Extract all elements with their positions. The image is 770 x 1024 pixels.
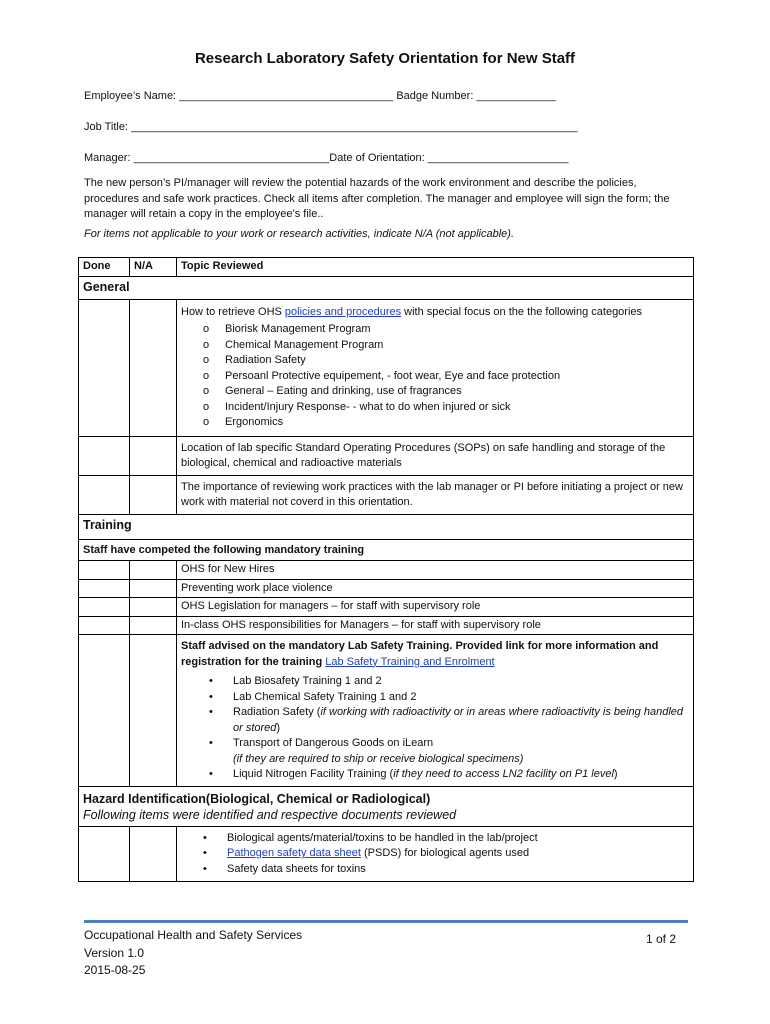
item-italic: (if they are required to ship or receive biological specimens) [233, 752, 524, 765]
topic-cell: In-class OHS responsibilities for Managers – for staff with supervisory role [177, 616, 694, 635]
table-row [79, 561, 694, 580]
job-title-field[interactable]: Job Title: _________________________________________________________________________ [84, 121, 578, 133]
section-training-title: Training [79, 514, 694, 539]
list-item: • Lab Biosafety Training 1 and 2 [207, 674, 689, 690]
na-checkbox-cell[interactable] [130, 475, 177, 514]
footer-info [84, 927, 302, 980]
topic-cell: OHS for New Hires [177, 561, 694, 580]
section-hazard-title: Hazard Identification(Biological, Chemical or Radiological) [83, 791, 431, 806]
training-subtitle: Staff have competed the following mandatory training [79, 539, 694, 561]
list-item [207, 736, 689, 767]
list-item: • Safety data sheets for toxins [201, 862, 689, 878]
done-checkbox-cell[interactable] [79, 299, 130, 436]
item-text: ) [276, 721, 281, 734]
table-row [79, 616, 694, 635]
header-topic: Topic Reviewed [177, 258, 694, 277]
na-checkbox-cell[interactable] [130, 826, 177, 882]
table-row [79, 635, 694, 787]
lab-safety-training-link[interactable]: Lab Safety Training and Enrolment [325, 655, 495, 668]
section-hazard-row [79, 786, 694, 826]
item-text: Transport of Dangerous Goods on iLearn [233, 737, 434, 749]
table-row [79, 436, 694, 475]
na-checkbox-cell[interactable] [130, 598, 177, 617]
training-subtitle-row [79, 539, 694, 561]
done-checkbox-cell[interactable] [79, 579, 130, 598]
done-checkbox-cell[interactable] [79, 475, 130, 514]
topic-cell [177, 635, 694, 787]
list-item: o Radiation Safety [203, 353, 689, 369]
na-checkbox-cell[interactable] [130, 561, 177, 580]
list-item: o Persoanl Protective equipement, - foot wear, Eye and face protection [203, 369, 689, 385]
footer-divider [84, 920, 688, 923]
list-item: • Lab Chemical Safety Training 1 and 2 [207, 690, 689, 706]
list-item: o Biorisk Management Program [203, 322, 689, 338]
topic-cell: Location of lab specific Standard Operating Procedures (SOPs) on safe handling and storage of the biological, chemical and radioactive materials [177, 436, 694, 475]
na-checkbox-cell[interactable] [130, 616, 177, 635]
item-italic: if working with radioactivity or in areas where radioactivity is being handled or stored [233, 706, 684, 734]
page-title: Research Laboratory Safety Orientation for New Staff [194, 50, 576, 67]
item-text: Radiation Safety ( [233, 706, 321, 718]
list-item: • Biological agents/material/toxins to be handled in the lab/project [201, 831, 689, 847]
employee-name-badge-field[interactable]: Employee’s Name: ___________________________________ Badge Number: _____________ [84, 90, 556, 102]
checklist-table [78, 257, 694, 882]
done-checkbox-cell[interactable] [79, 561, 130, 580]
done-checkbox-cell[interactable] [79, 635, 130, 787]
section-general-title: General [79, 276, 694, 299]
done-checkbox-cell[interactable] [79, 598, 130, 617]
intro-paragraph: The new person’s PI/manager will review the potential hazards of the work environment and describe the policies, procedures and safe work practices. Check all items after completion. The manager and employee will sign the form; the manager will retain a copy in the employee’s file.. [84, 177, 670, 220]
table-row [79, 579, 694, 598]
topic-cell: The importance of reviewing work practices with the lab manager or PI before initiating a project or new work with material not coverd in this orientation. [177, 475, 694, 514]
training-bullet-list [181, 674, 689, 783]
page-number: 1 of 2 [646, 932, 677, 946]
done-checkbox-cell[interactable] [79, 436, 130, 475]
item-text: Liquid Nitrogen Facility Training ( [233, 768, 394, 780]
list-item: o General – Eating and drinking, use of fragrances [203, 384, 689, 400]
item-italic: if they need to access LN2 facility on P1 level [393, 768, 614, 780]
intro-note: For items not applicable to your work or research activities, indicate N/A (not applicable). [84, 228, 515, 240]
footer-org: Occupational Health and Safety Services [84, 928, 303, 942]
done-checkbox-cell[interactable] [79, 616, 130, 635]
manager-date-field[interactable]: Manager: ________________________________Date of Orientation: _______________________ [84, 152, 569, 164]
na-checkbox-cell[interactable] [130, 299, 177, 436]
list-item [201, 846, 689, 862]
item-text: ) [613, 768, 618, 780]
advised-text: Staff advised on the mandatory Lab Safety Training. Provided link for more information and registration for the training [181, 640, 659, 668]
policies-procedures-link[interactable]: policies and procedures [284, 305, 402, 318]
item-text: (PSDS) for biological agents used [360, 847, 530, 859]
footer-version: Version 1.0 [84, 945, 145, 960]
section-general-row [79, 276, 694, 299]
list-item: o Incident/Injury Response- - what to do when injured or sick [203, 400, 689, 416]
topic-cell [177, 299, 694, 436]
section-training-row [79, 514, 694, 539]
category-list [181, 322, 689, 431]
na-checkbox-cell[interactable] [130, 579, 177, 598]
hazard-bullet-list [181, 831, 689, 878]
list-item: o Ergonomics [203, 415, 689, 431]
table-row [79, 299, 694, 436]
section-hazard-subtitle: Following items were identified and respective documents reviewed [83, 807, 457, 822]
section-hazard-cell [79, 786, 694, 826]
na-checkbox-cell[interactable] [130, 436, 177, 475]
topic-cell [177, 826, 694, 882]
topic-text: with special focus on the the following categories [401, 305, 643, 318]
table-row [79, 475, 694, 514]
done-checkbox-cell[interactable] [79, 826, 130, 882]
header-done: Done [79, 258, 130, 277]
topic-text: How to retrieve OHS [181, 305, 285, 318]
list-item [207, 705, 689, 736]
list-item [207, 767, 689, 783]
list-item: o Chemical Management Program [203, 338, 689, 354]
topic-cell: OHS Legislation for managers – for staff with supervisory role [177, 598, 694, 617]
table-row [79, 598, 694, 617]
pathogen-sds-link[interactable]: Pathogen safety data sheet [227, 847, 361, 859]
na-checkbox-cell[interactable] [130, 635, 177, 787]
header-na: N/A [130, 258, 177, 277]
table-row [79, 826, 694, 882]
footer-date: 2015-08-25 [84, 963, 146, 977]
topic-cell: Preventing work place violence [177, 579, 694, 598]
table-header-row [79, 258, 694, 277]
